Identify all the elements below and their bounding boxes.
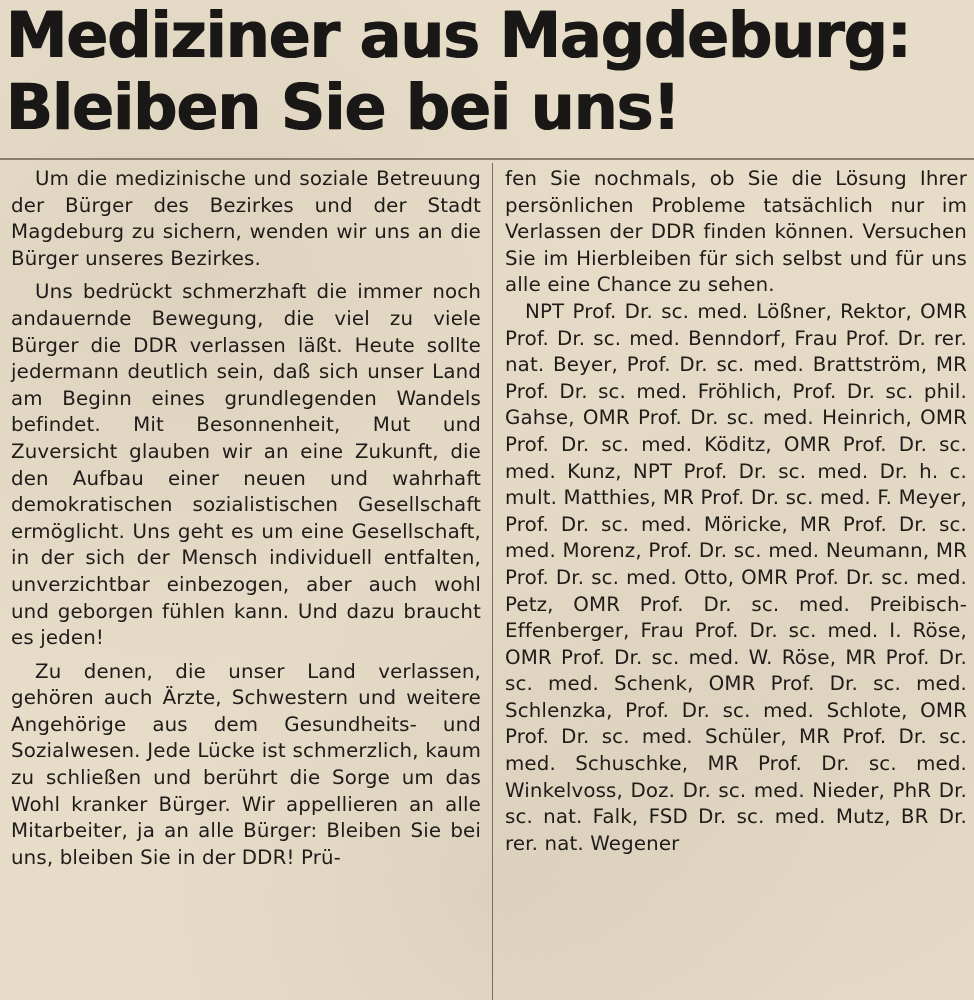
right-column	[505, 166, 967, 857]
headline-line-2: Bleiben Sie bei uns!	[6, 71, 680, 144]
headline-rule	[0, 158, 974, 160]
column-divider	[492, 163, 493, 1000]
paragraph-intro: Um die medizinische und soziale Betreuung der Bürger des Bezirkes und der Stadt Magdeburg zu sichern, wenden wir uns an die Bürger unseres Bezirkes.	[11, 167, 481, 270]
signatories-list: NPT Prof. Dr. sc. med. Lößner, Rektor, OMR Prof. Dr. sc. med. Benndorf, Frau Prof. Dr. rer. nat. Beyer, Prof. Dr. sc. med. Brattström, MR Prof. Dr. sc. med. Fröhlich, Prof. Dr. sc. phil. Gahse, OMR Prof. Dr. sc. med. Heinrich, OMR Prof. Dr. sc. med. Köditz, OMR Prof. Dr. sc. med. Kunz, NPT Prof. Dr. sc. med. Dr. h. c. mult. Matthies, MR Prof. Dr. sc. med. F. Meyer, Prof. Dr. sc. med. Möricke, MR Prof. Dr. sc. med. Morenz, Prof. Dr. sc. med. Neumann, MR Prof. Dr. sc. med. Otto, OMR Prof. Dr. sc. med. Petz, OMR Prof. Dr. sc. med. Preibisch-Effenberger, Frau Prof. Dr. sc. med. I. Röse, OMR Prof. Dr. sc. med. W. Röse, MR Prof. Dr. sc. med. Schenk, OMR Prof. Dr. sc. med. Schlenzka, Prof. Dr. sc. med. Schlote, OMR Prof. Dr. sc. med. Schüler, MR Prof. Dr. sc. med. Schuschke, MR Prof. Dr. sc. med. Winkelvoss, Doz. Dr. sc. med. Nieder, PhR Dr. sc. nat. Falk, FSD Dr. sc. med. Mutz, BR Dr. rer. nat. Wegener	[505, 299, 967, 855]
left-column	[11, 166, 481, 871]
article-headline	[6, 0, 947, 158]
headline-line-1: Mediziner aus Magdeburg:	[6, 0, 911, 72]
paragraph-appeal-continued: fen Sie nochmals, ob Sie die Lösung Ihrer persönlichen Probleme tatsächlich nur im Verlassen der DDR finden können. Versuchen Sie im Hierbleiben für sich selbst und für uns alle eine Chance zu sehen.	[505, 167, 967, 297]
paragraph-appeal: Zu denen, die unser Land verlassen, gehören auch Ärzte, Schwestern und weitere Angehörige aus dem Gesundheits- und Sozialwesen. Jede Lücke ist schmerzlich, kaum zu schließen und berührt die Sorge um das Wohl kranker Bürger. Wir appellieren an alle Mitarbeiter, ja an alle Bürger: Bleiben Sie bei uns, bleiben Sie in der DDR! Prü-	[11, 659, 481, 869]
paragraph-concern: Uns bedrückt schmerzhaft die immer noch andauernde Bewegung, die viel zu viele Bürger die DDR verlassen läßt. Heute sollte jedermann deutlich sein, daß sich unser Land am Beginn eines grundlegenden Wandels befindet. Mit Besonnenheit, Mut und Zuversicht glauben wir an eine Zukunft, die den Aufbau einer neuen und wahrhaft demokratischen sozialistischen Gesellschaft ermöglicht. Uns geht es um eine Gesellschaft, in der sich der Mensch individuell entfalten, unverzichtbar einbezogen, aber auch wohl und geborgen fühlen kann. Und dazu braucht es jeden!	[11, 280, 481, 650]
